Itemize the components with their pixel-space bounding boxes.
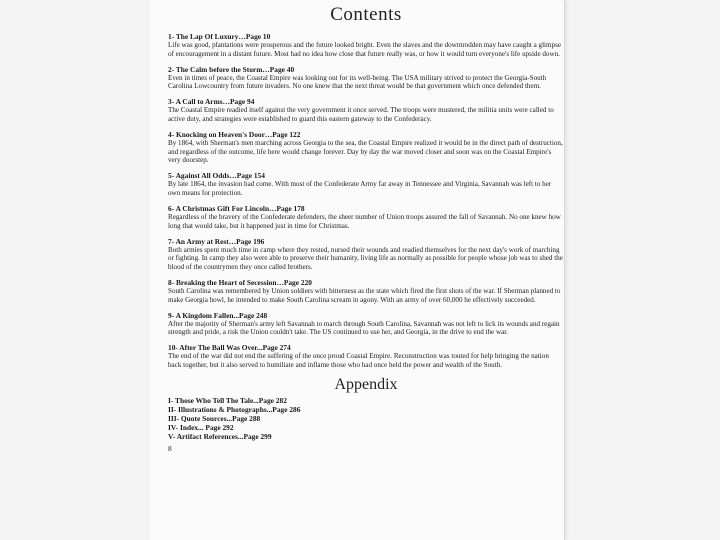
chapter-heading: 9- A Kingdom Fallen...Page 248 bbox=[168, 310, 268, 320]
chapter-entry bbox=[168, 311, 564, 337]
appendix-title: Appendix bbox=[334, 376, 398, 394]
chapter-summary: By 1864, with Sherman's men marching across Georgia to the sea, the Coastal Empire realized it would be in the direct path of destruction, and regardless of the outcome, life here would change forever. Day by day the war moved closer and soon was on the Coastal Empire's very doorstep. bbox=[168, 139, 563, 165]
chapter-heading: 3- A Call to Arms…Page 94 bbox=[168, 97, 255, 107]
chapter-heading: 2- The Calm before the Storm…Page 40 bbox=[168, 64, 295, 74]
chapter-heading: 10- After The Ball Was Over...Page 274 bbox=[168, 343, 291, 353]
chapter-heading: 1- The Lap Of Luxury…Page 10 bbox=[168, 32, 271, 41]
chapter-heading: 4- Knocking on Heaven's Door…Page 122 bbox=[168, 130, 301, 140]
appendix-item: V- Artifact References...Page 299 bbox=[168, 432, 272, 442]
chapter-list bbox=[168, 32, 564, 370]
contents-column bbox=[168, 0, 564, 453]
chapter-heading: 5- Against All Odds…Page 154 bbox=[168, 171, 265, 181]
chapter-entry bbox=[168, 130, 564, 165]
page-title: Contents bbox=[330, 4, 402, 25]
chapter-entry bbox=[168, 237, 564, 272]
chapter-summary: The end of the war did not end the suffering of the once proud Coastal Empire. Reconstruction was touted for help bringing the nation back together, but it also served to humiliate and inflame those who had once held the power and wealth of the South. bbox=[168, 352, 549, 369]
chapter-summary: The Coastal Empire readied itself against the very government it once served. The troops were mustered, the militia units were called to active duty, and strategies were established to guard this eastern gateway to the Confederacy. bbox=[168, 106, 554, 123]
chapter-summary: Life was good, plantations were prosperous and the future looked bright. Even the slaves and the downtrodden may have caught a glimpse of encouragement in a distant future. Most had no idea how close that future really was, or how it would turn everyone's life upside down. bbox=[168, 41, 562, 58]
chapter-summary: Even in times of peace, the Coastal Empire was looking out for its well-being. The USA military strived to protect the Georgia-South Carolina Lowcountry from future invaders. No one knew that the next threat would be that government which once defended them. bbox=[168, 73, 547, 91]
page-number: 8 bbox=[168, 444, 172, 454]
chapter-entry bbox=[168, 171, 564, 197]
appendix-item: IV- Index... Page 292 bbox=[168, 423, 234, 433]
chapter-heading: 6- A Christmas Gift For Lincoln…Page 178 bbox=[168, 204, 305, 214]
chapter-summary: South Carolina was remembered by Union soldiers with bitterness as the state which fired the first shots of the war. If Sherman planned to make Georgia howl, he intended to make South Carolina scream in agony. With an army of over 60,000 he effectively succeeded. bbox=[168, 287, 561, 304]
chapter-entry bbox=[168, 97, 564, 123]
chapter-entry bbox=[168, 204, 564, 230]
appendix-item: III- Quote Sources...Page 288 bbox=[168, 414, 261, 424]
chapter-entry bbox=[168, 65, 564, 91]
chapter-summary: Both armies spent much time in camp where they rested, nursed their wounds and readied themselves for the next day's work of marching or fighting. In camp they also were able to preserve their humanity, living life as normally as possible for people whose job was to shed the blood of the countrymen they once called brothers. bbox=[168, 245, 563, 271]
chapter-entry bbox=[168, 278, 564, 304]
chapter-heading: 7- An Army at Rest…Page 196 bbox=[168, 236, 265, 246]
appendix-item: I- Those Who Tell The Tale...Page 282 bbox=[168, 396, 287, 406]
chapter-summary: After the majority of Sherman's army left Savannah to march through South Carolina, Savannah was not left to lick its wounds and regain strength and pride, a risk the Union couldn't take. The US continued to use her, and Georgia, in the drive to end the war. bbox=[168, 319, 560, 337]
chapter-summary: By late 1864, the invasion had come. With most of the Confederate Army far away in Tennessee and Virginia, Savannah was left to her own means for protection. bbox=[168, 180, 552, 197]
chapter-entry bbox=[168, 32, 564, 58]
chapter-entry bbox=[168, 343, 564, 369]
chapter-heading: 8- Breaking the Heart of Secession…Page 220 bbox=[168, 278, 312, 287]
chapter-summary: Regardless of the bravery of the Confederate defenders, the sheer number of Union troops assured the fall of Savannah. No one knew how long that would take, but it happened just in time for Christmas. bbox=[168, 213, 561, 230]
appendix-item: II- Illustrations & Photographs...Page 286 bbox=[168, 405, 301, 415]
appendix-list bbox=[168, 396, 564, 441]
